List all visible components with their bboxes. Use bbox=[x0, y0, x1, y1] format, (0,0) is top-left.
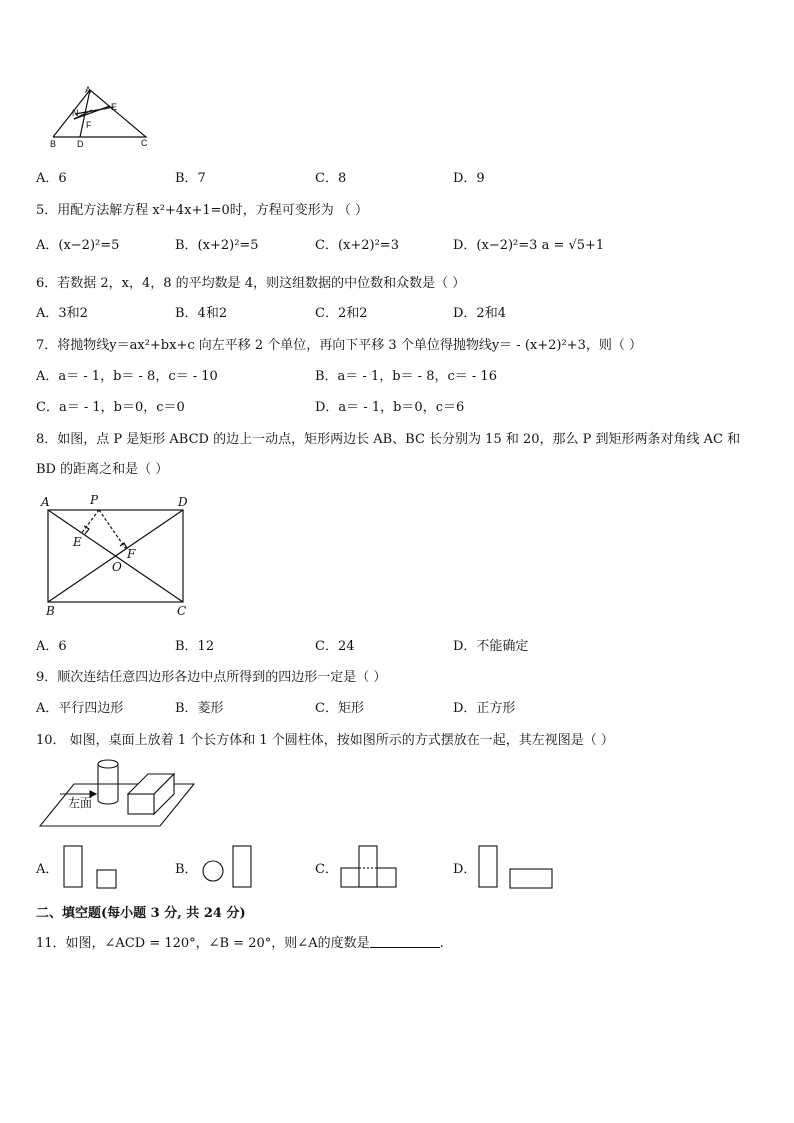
q4-option-a: A．6 bbox=[36, 171, 67, 186]
q5-option-c: C．(x+2)²=3 bbox=[315, 238, 399, 253]
triangle-figure-q4 bbox=[48, 86, 158, 150]
q5-option-b: B．(x+2)²=5 bbox=[175, 238, 259, 253]
q7-option-c: C．a＝ - 1，b＝0，c＝0 bbox=[36, 400, 185, 415]
q5-option-d: D．(x−2)²=3 a = √5+1 bbox=[453, 238, 605, 253]
section2-title: 二、填空题(每小题 3 分, 共 24 分) bbox=[36, 906, 246, 921]
q8-stem-line1: 8．如图，点 P 是矩形 ABCD 的边上一动点，矩形两边长 AB、BC 长分别为 15 和 20，那么 P 到矩形两条对角线 AC 和 bbox=[36, 432, 741, 447]
q4-option-b: B．7 bbox=[175, 171, 206, 186]
table-objects-figure-q10 bbox=[36, 754, 198, 830]
q10-option-b-figure bbox=[200, 844, 256, 890]
q7-option-a: A．a＝ - 1，b＝ - 8，c＝ - 10 bbox=[36, 369, 218, 384]
q6-option-d: D．2和4 bbox=[453, 306, 506, 321]
q11-end: . bbox=[439, 936, 444, 951]
q11-answer-blank[interactable] bbox=[370, 936, 440, 948]
label-D: D bbox=[178, 495, 188, 509]
q6-option-c: C．2和2 bbox=[315, 306, 368, 321]
q9-option-a: A．平行四边形 bbox=[36, 701, 124, 716]
q5-stem: 5．用配方法解方程 x²+4x+1=0时，方程可变形为 （ ） bbox=[36, 203, 369, 218]
q7-option-b: B．a＝ - 1，b＝ - 8，c＝ - 16 bbox=[315, 369, 497, 384]
q8-option-d: D．不能确定 bbox=[453, 639, 529, 654]
q10-option-b-letter: B． bbox=[175, 862, 198, 877]
q5-option-a: A．(x−2)²=5 bbox=[36, 238, 120, 253]
label-N: N bbox=[72, 108, 79, 118]
q9-option-d: D．正方形 bbox=[453, 701, 516, 716]
rectangle-figure-q8 bbox=[38, 490, 198, 618]
q4-option-d: D．9 bbox=[453, 171, 485, 186]
label-E: E bbox=[111, 102, 118, 112]
label-A: A bbox=[41, 495, 50, 509]
q7-option-d: D．a＝ - 1，b＝0，c＝6 bbox=[315, 400, 465, 415]
q10-option-a-figure bbox=[62, 844, 122, 890]
label-F: F bbox=[127, 547, 136, 561]
label-C: C bbox=[141, 138, 148, 148]
q8-stem-line2: BD 的距离之和是（ ） bbox=[36, 462, 169, 477]
q8-option-a: A．6 bbox=[36, 639, 67, 654]
q6-option-b: B．4和2 bbox=[175, 306, 228, 321]
left-view-label: 左面 bbox=[68, 796, 93, 810]
q10-option-c-figure bbox=[339, 844, 399, 890]
label-B: B bbox=[46, 604, 55, 618]
q8-option-c: C．24 bbox=[315, 639, 355, 654]
label-D: D bbox=[77, 139, 84, 149]
label-B: B bbox=[50, 139, 57, 149]
label-F: F bbox=[86, 120, 92, 130]
label-C: C bbox=[177, 604, 187, 618]
q4-option-c: C．8 bbox=[315, 171, 347, 186]
q6-option-a: A．3和2 bbox=[36, 306, 88, 321]
q7-stem: 7．将抛物线y＝ax²+bx+c 向左平移 2 个单位，再向下平移 3 个单位得抛物线y＝ - (x+2)²+3，则（ ） bbox=[36, 338, 642, 353]
label-O: O bbox=[112, 560, 122, 574]
q9-stem: 9．顺次连结任意四边形各边中点所得到的四边形一定是（ ） bbox=[36, 670, 387, 685]
q10-stem: 10． 如图，桌面上放着 1 个长方体和 1 个圆柱体，按如图所示的方式摆放在一起，其左视图是（ ） bbox=[36, 733, 614, 748]
q6-stem: 6．若数据 2，x，4，8 的平均数是 4，则这组数据的中位数和众数是（ ） bbox=[36, 276, 466, 291]
q10-option-c-letter: C． bbox=[315, 862, 338, 877]
label-A: A bbox=[85, 86, 92, 95]
q8-option-b: B．12 bbox=[175, 639, 215, 654]
q9-option-b: B．菱形 bbox=[175, 701, 224, 716]
label-P: P bbox=[90, 493, 99, 507]
q10-option-a-letter: A． bbox=[36, 862, 59, 877]
q10-option-d-figure bbox=[477, 844, 557, 890]
q9-option-c: C．矩形 bbox=[315, 701, 364, 716]
q11-line bbox=[36, 932, 444, 951]
label-E: E bbox=[73, 535, 82, 549]
q11-stem: 11．如图，∠ACD = 120°，∠B = 20°，则∠A的度数是 bbox=[36, 936, 370, 951]
q10-option-d-letter: D． bbox=[453, 862, 477, 877]
